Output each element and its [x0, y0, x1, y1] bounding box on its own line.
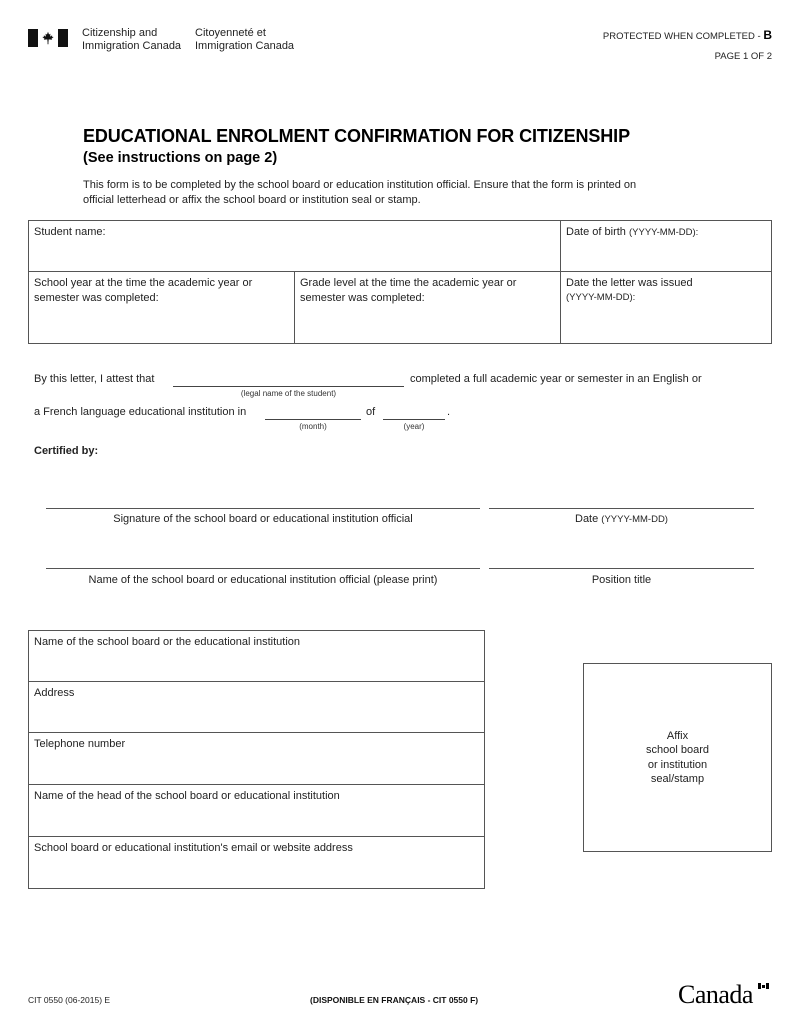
telephone-label: Telephone number: [34, 738, 126, 750]
protected-status: [603, 28, 772, 42]
date-format: (YYYY-MM-DD): [601, 514, 668, 525]
seal-stamp-box: [583, 663, 772, 852]
stamp-line4: seal/stamp: [650, 773, 705, 785]
student-name-field[interactable]: [28, 220, 561, 272]
canada-wordmark: Canada: [678, 980, 753, 1009]
of-word: of: [366, 406, 376, 418]
school-year-label: School year at the time the academic year or semester was completed:: [34, 277, 253, 304]
date-of-birth-field[interactable]: [560, 220, 772, 272]
attest-suffix: completed a full academic year or semester in an English or: [410, 373, 702, 385]
legal-name-hint: (legal name of the student): [240, 389, 337, 398]
protected-level: B: [763, 28, 772, 42]
page-number: PAGE 1 OF 2: [714, 51, 772, 62]
department-name-fr: [195, 27, 294, 53]
month-hint: (month): [299, 422, 327, 431]
stamp-instructions: [646, 729, 709, 787]
stamp-line2: school board: [646, 744, 709, 756]
canada-flag-icon: [28, 29, 68, 47]
french-availability-note: (DISPONIBLE EN FRANÇAIS - CIT 0550 F): [310, 995, 479, 1005]
department-fr-line1: Citoyenneté et: [195, 27, 266, 39]
date-label: Date: [575, 513, 602, 525]
form-code: CIT 0550 (06-2015) E: [28, 995, 111, 1005]
wordmark-flag-icon: [758, 983, 769, 989]
dob-format: (YYYY-MM-DD):: [628, 227, 699, 238]
institution-name-label: Name of the school board or the educational institution: [34, 636, 300, 648]
institution-name-field[interactable]: [28, 630, 485, 682]
period: .: [447, 406, 451, 418]
month-input[interactable]: [265, 406, 361, 420]
position-title-input[interactable]: [489, 568, 754, 569]
year-input[interactable]: [383, 406, 445, 420]
department-fr-line2: Immigration Canada: [195, 40, 295, 52]
signature-label: Signature of the school board or educational institution official: [113, 513, 413, 525]
letter-issued-date-field[interactable]: [560, 271, 772, 344]
school-year-field[interactable]: [28, 271, 295, 344]
department-name-en: [82, 27, 181, 53]
official-name-label: Name of the school board or educational institution official (please print): [88, 574, 438, 586]
student-legal-name-input[interactable]: [173, 373, 404, 387]
form-subtitle: (See instructions on page 2): [83, 150, 278, 166]
dob-label: Date of birth: [566, 226, 629, 238]
student-name-label: Student name:: [34, 226, 106, 238]
stamp-line1: Affix: [666, 729, 689, 742]
signature-input[interactable]: [46, 508, 480, 509]
grade-level-field[interactable]: [294, 271, 561, 344]
form-title: EDUCATIONAL ENROLMENT CONFIRMATION FOR CITIZENSHIP: [83, 126, 630, 146]
attest-prefix: By this letter, I attest that: [34, 373, 155, 385]
department-en-line2: Immigration Canada: [82, 40, 182, 52]
address-label: Address: [34, 687, 75, 699]
telephone-field[interactable]: [28, 732, 485, 785]
letter-date-label: Date the letter was issued: [566, 277, 693, 289]
year-hint: (year): [403, 422, 425, 431]
email-website-field[interactable]: [28, 836, 485, 889]
attest-line2: a French language educational institution in: [34, 406, 247, 418]
signature-date-input[interactable]: [489, 508, 754, 509]
certified-by-label: Certified by:: [34, 445, 99, 457]
head-name-field[interactable]: [28, 784, 485, 837]
signature-date-label: [489, 513, 754, 525]
stamp-line3: or institution: [647, 758, 708, 771]
intro-text: This form is to be completed by the school board or education institution official. Ensure that the form is printed on official letterhead or affix the school board or institution seal or stamp.: [83, 179, 637, 206]
protected-label: PROTECTED WHEN COMPLETED -: [602, 31, 764, 42]
head-name-label: Name of the head of the school board or educational institution: [34, 790, 340, 802]
grade-level-label: Grade level at the time the academic year or semester was completed:: [300, 277, 517, 304]
department-en-line1: Citizenship and: [82, 27, 158, 39]
letter-date-format: (YYYY-MM-DD):: [566, 291, 636, 303]
official-name-input[interactable]: [46, 568, 480, 569]
position-title-label: Position title: [591, 574, 652, 586]
address-field[interactable]: [28, 681, 485, 733]
email-website-label: School board or educational institution's email or website address: [34, 842, 353, 854]
